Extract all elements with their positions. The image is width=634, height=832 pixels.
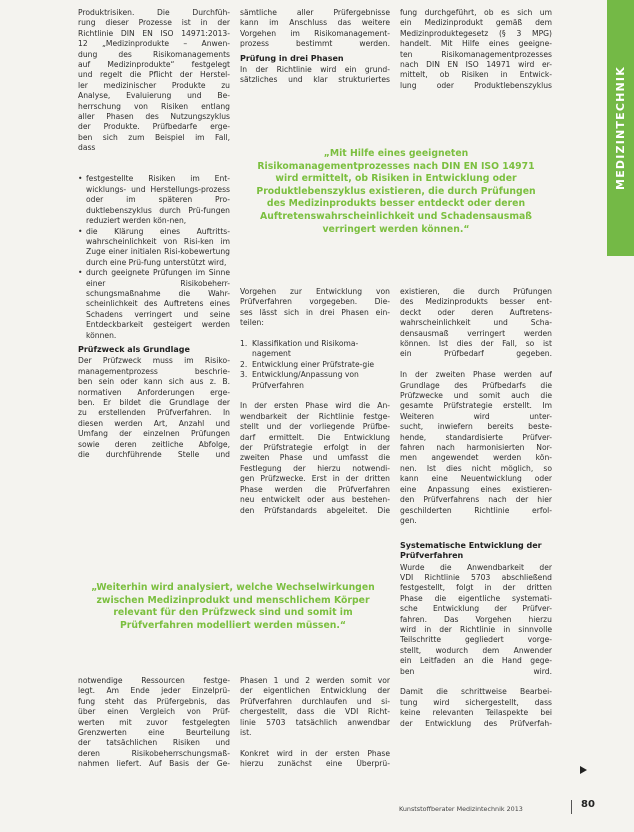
text-line: In der ersten Phase wird die An- bbox=[240, 401, 390, 411]
text-line: tung wird sichergestellt, dass bbox=[400, 697, 552, 707]
text-line: können. Ist dies der Fall, so ist bbox=[400, 339, 552, 349]
text-line: Prüfverfahren durchlaufen und si- bbox=[240, 696, 390, 706]
text-line: nen. Ist dies nicht möglich, so bbox=[400, 463, 552, 473]
text-line: zweiten Phase und umfasst die bbox=[240, 453, 390, 463]
text-line: nach DIN EN ISO 14971 wird er- bbox=[400, 60, 552, 70]
text-line: der Produkte. Prüfbedarfe erge- bbox=[78, 122, 230, 132]
section-label: MEDIZINTECHNIK bbox=[613, 66, 627, 190]
phase-list bbox=[240, 339, 390, 391]
text-line: ben wird. bbox=[400, 666, 552, 676]
text-line: Damit die schrittweise Bearbei- bbox=[400, 687, 552, 697]
text-line: legt. Am Ende jeder Einzelprü- bbox=[78, 686, 230, 696]
text-line: herrschung von Risiken entlang bbox=[78, 101, 230, 111]
column-2-mid-intro bbox=[240, 287, 390, 329]
text-line: Phase die eigentliche systemati- bbox=[400, 593, 552, 603]
text-line: Grenzwerten eine Beurteilung bbox=[78, 728, 230, 738]
phase-number: 3. bbox=[240, 370, 248, 380]
text-line: teilen: bbox=[240, 318, 264, 328]
text-line: ten Risikomanagementprozesses bbox=[400, 49, 552, 59]
text-line: fung steht das Prüfergebnis, das bbox=[78, 696, 230, 706]
phase-number: 1. bbox=[240, 339, 248, 349]
column-1-top bbox=[78, 8, 230, 460]
phase-number: 2. bbox=[240, 359, 248, 369]
text-line: densausmaß verringert werden bbox=[400, 328, 552, 338]
text-line: über einen Vergleich von Prüf- bbox=[78, 707, 230, 717]
text-line: stellt und der vorliegende Prüfbe- bbox=[240, 422, 390, 432]
text-line: mittelt, ob Risiken in Entwick- bbox=[400, 70, 552, 80]
text-line: kann eine Neuentwicklung oder bbox=[400, 474, 552, 484]
footer-publication: Kunststoffberater Medizintechnik 2013 bbox=[399, 805, 523, 813]
column-3-mid bbox=[400, 287, 552, 729]
text-line: hende, standardisierte Prüfver- bbox=[400, 432, 552, 442]
heading-systematische-entwicklung: Systematische Entwicklung der Prüfverfahren bbox=[400, 540, 542, 561]
text-line: Vorgehen im Risikomanagement- bbox=[240, 28, 390, 38]
text-line: handelt. Mit Hilfe eines geeigne- bbox=[400, 39, 552, 49]
text-line: Phasen 1 und 2 werden somit vor bbox=[240, 676, 390, 685]
text-line: und regelt die Pflicht der Herstel- bbox=[78, 70, 230, 80]
text-line bbox=[240, 738, 390, 748]
column-2-intro-lines bbox=[240, 8, 390, 50]
text-line: dass bbox=[78, 143, 96, 153]
text-line: chergestellt, dass die VDI Richt- bbox=[240, 707, 390, 717]
text-line: nahmen liefert. Auf Basis der Ge- bbox=[78, 759, 230, 769]
text-line: fahren. Das Vorgehen hierzu bbox=[400, 614, 552, 624]
column-3-bottom bbox=[400, 687, 552, 729]
continue-arrow-icon bbox=[580, 766, 587, 774]
text-line: Prüfverfahren vorgegeben. Die- bbox=[240, 297, 390, 307]
text-line: wahrscheinlichkeit und Scha- bbox=[400, 318, 552, 328]
text-line: In der Richtlinie wird ein grund- bbox=[240, 65, 390, 75]
text-line: ein Medizinprodukt gemäß dem bbox=[400, 18, 552, 28]
text-line: Umfang der einzelnen Prüfungen bbox=[78, 429, 230, 439]
text-line: keine relevanten Teilaspekte bei bbox=[400, 708, 552, 718]
text-line: Festlegung der hierzu notwendi- bbox=[240, 463, 390, 473]
text-line: ben. Er bildet die Grundlage der bbox=[78, 398, 230, 407]
text-line: fung durchgeführt, ob es sich um bbox=[400, 8, 552, 17]
text-line: diesen werden Art, Anzahl und bbox=[78, 418, 230, 428]
text-line: ben sich zum Beispiel im Fall, bbox=[78, 132, 230, 142]
text-line: wird in der Richtlinie in sinnvolle bbox=[400, 624, 552, 634]
text-line: normativen Anforderungen erge- bbox=[78, 387, 230, 397]
text-line: kann im Anschluss das weitere bbox=[240, 18, 390, 28]
footer-divider bbox=[571, 800, 572, 814]
text-line: gen Prüfzwecke. Erst in der dritten bbox=[240, 474, 390, 484]
column-1-bottom bbox=[78, 676, 230, 770]
column-3-top bbox=[400, 8, 552, 91]
text-line: Produktrisiken. Die Durchfüh- bbox=[78, 8, 230, 17]
text-line: darf ermittelt. Die Entwicklung bbox=[240, 432, 390, 442]
text-line: den Prüfverfahrens nach der hier bbox=[400, 495, 552, 505]
bullet-item: • festgestellte Risiken im Ent-​wicklungs-​ und Herstellungs-​prozess oder im späteren Pro-​duktlebenszyklus durch Prü-​fungen reduziert werden kön-​nen, bbox=[78, 174, 230, 226]
text-line: lung oder Produktlebenszyklus bbox=[400, 80, 552, 90]
text-line: Richtlinie DIN EN ISO 14971:2013- bbox=[78, 28, 230, 38]
section-sidebar-tab bbox=[607, 0, 634, 256]
column-1-intro-lines bbox=[78, 8, 230, 154]
bullet-item: • die Klärung eines Auftritts-​wahrscheinlichkeit von Risi-​ken im Zuge einer initialen Risi-​kobewertung durch eine Prü-​fung unterstützt wird, bbox=[78, 227, 230, 269]
text-line: sämtliche aller Prüfergebnisse bbox=[240, 8, 390, 17]
bullet-item: • durch geeignete Prüfungen im Sinne einer Risikobeherr-​schungsmaßnahme die Wahr-​scheinlichkeit des Auftretens eines Schadens verringert und seine Entdeckbarkeit gesteigert werden können. bbox=[78, 268, 230, 341]
column-1-body bbox=[78, 356, 230, 460]
text-line: Analyse, Evaluierung und Be- bbox=[78, 91, 230, 101]
pull-quote-1: „Mit Hilfe eines geeigneten Risikomanagementprozesses nach DIN EN ISO 14971 wird ermittelt, ob Risiken in Entwicklung oder Produktlebenszyklus existieren, die durch Prüfungen des Medizinprodukts besser entdeckt oder deren Auftretenswahrscheinlichkeit und Schadensausmaß verringert werden können.“ bbox=[256, 148, 536, 235]
text-line: den Prüfstandards abgeleitet. Die bbox=[240, 505, 390, 515]
column-2-bottom-lines bbox=[240, 676, 390, 770]
text-line: sche Entwicklung der Prüfver- bbox=[400, 604, 552, 614]
column-2-mid-body bbox=[240, 401, 390, 515]
phase-text: Klassifikation und Risikoma-​nagement bbox=[252, 339, 359, 359]
phase-list-item bbox=[240, 370, 390, 391]
text-line: des Medizinprodukts besser ent- bbox=[400, 297, 552, 307]
text-line: werten mit zuvor festgelegten bbox=[78, 717, 230, 727]
text-line: gen. bbox=[400, 515, 417, 525]
text-line: eine Anpassung eines existieren- bbox=[400, 484, 552, 494]
text-line: neu entwickelt oder aus bestehen- bbox=[240, 495, 390, 505]
text-line: ein Leitfaden an die Hand gege- bbox=[400, 656, 552, 666]
text-line: stellt, wodurch dem Anwender bbox=[400, 645, 552, 655]
text-line: Konkret wird in der ersten Phase bbox=[240, 748, 390, 758]
text-line: ben sein oder kann sich aus z. B. bbox=[78, 377, 230, 387]
text-line: Medizinproduktegesetz (§ 3 MPG) bbox=[400, 28, 552, 38]
text-line: men angewendet werden kön- bbox=[400, 453, 552, 463]
text-line: aller Phasen des Nutzungszyklus bbox=[78, 112, 230, 122]
text-line: VDI Richtlinie 5703 abschließend bbox=[400, 572, 552, 582]
text-line: linie 5703 tatsächlich anwendbar bbox=[240, 717, 390, 727]
text-line: Weiteren wird unter- bbox=[400, 411, 552, 421]
text-line: Prüfzwecke und somit auch die bbox=[400, 391, 552, 401]
text-line: sowie deren zeitliche Abfolge, bbox=[78, 439, 230, 449]
text-line: ist. bbox=[240, 728, 252, 738]
column-3-intro-lines bbox=[400, 8, 552, 91]
column-3-heading-body bbox=[400, 563, 552, 677]
text-line: Vorgehen zur Entwicklung von bbox=[240, 287, 390, 296]
text-line: dung des Risikomanagements bbox=[78, 49, 230, 59]
text-line: ein Prüfbedarf gegeben. bbox=[400, 349, 552, 359]
text-line: der Entwicklung des Prüfverfah- bbox=[400, 718, 552, 728]
text-line: ler medizinischer Produkte zu bbox=[78, 80, 230, 90]
phase-text: Entwicklung/Anpassung von Prüfverfahren bbox=[252, 370, 359, 390]
phase-list-item bbox=[240, 360, 390, 370]
text-line: prozess bestimmt werden. bbox=[240, 39, 390, 49]
column-3-mid-paragraph-2 bbox=[400, 370, 552, 526]
text-line: der eigentlichen Entwicklung der bbox=[240, 686, 390, 696]
text-line: existieren, die durch Prüfungen bbox=[400, 287, 552, 296]
text-line: rung dieser Prozesse ist in der bbox=[78, 18, 230, 28]
text-line: zu erstellenden Prüfverfahren. In bbox=[78, 408, 230, 418]
column-3-mid-paragraph-1 bbox=[400, 287, 552, 360]
text-line: gesamte Prüfstrategie erstellt. Im bbox=[400, 401, 552, 411]
text-line: geschilderten Richtlinie erfol- bbox=[400, 505, 552, 515]
text-line: notwendige Ressourcen festge- bbox=[78, 676, 230, 685]
column-2-top bbox=[240, 8, 390, 86]
text-line: der Prüfstrategie erfolgt in der bbox=[240, 443, 390, 453]
text-line: deckt oder deren Auftretens- bbox=[400, 307, 552, 317]
column-2-heading-body bbox=[240, 65, 390, 86]
text-line: Wurde die Anwendbarkeit der bbox=[400, 562, 552, 572]
text-line: Phase werden die Prüfverfahren bbox=[240, 484, 390, 494]
text-line: Teilschritte gegliedert vorge- bbox=[400, 635, 552, 645]
column-1-bullet-list bbox=[78, 174, 230, 341]
text-line: 12 „Medizinprodukte – Anwen- bbox=[78, 39, 230, 49]
text-line: managementprozess beschrie- bbox=[78, 366, 230, 376]
heading-pruefung-drei-phasen: Prüfung in drei Phasen bbox=[240, 53, 344, 63]
phase-list-item bbox=[240, 339, 390, 360]
text-line: festgestellt, folgt in der dritten bbox=[400, 583, 552, 593]
text-line: ses lässt sich in drei Phasen ein- bbox=[240, 307, 390, 317]
text-line: sätzliches und klar strukturiertes bbox=[240, 75, 390, 85]
heading-pruefzweck: Prüfzweck als Grundlage bbox=[78, 344, 190, 354]
text-line: hierzu zunächst eine Überprü- bbox=[240, 759, 390, 769]
page-number: 80 bbox=[581, 799, 595, 810]
text-line: sucht, inwiefern bereits beste- bbox=[400, 422, 552, 432]
phase-text: Entwicklung einer Prüfstrate-​gie bbox=[252, 359, 375, 369]
text-line: Der Prüfzweck muss im Risiko- bbox=[78, 356, 230, 366]
pull-quote-2: „Weiterhin wird analysiert, welche Wechselwirkungen zwischen Medizinprodukt und menschlichem Körper relevant für den Prüfzweck sind und somit im Prüfverfahren modelliert werden müssen.“ bbox=[91, 582, 375, 631]
text-line: die durchführende Stelle und bbox=[78, 450, 230, 460]
text-line: fahren nach harmonisierten Nor- bbox=[400, 443, 552, 453]
text-line: In der zweiten Phase werden auf bbox=[400, 370, 552, 380]
text-line: wendbarkeit der Richtlinie festge- bbox=[240, 411, 390, 421]
column-2-bottom bbox=[240, 676, 390, 770]
text-line: Grundlage des Prüfbedarfs die bbox=[400, 380, 552, 390]
column-2-mid bbox=[240, 287, 390, 516]
text-line: auf Medizinprodukte“ festgelegt bbox=[78, 60, 230, 70]
text-line: der tatsächlichen Risiken und bbox=[78, 738, 230, 748]
text-line: deren Risikobeherrschungsmaß- bbox=[78, 748, 230, 758]
column-1-bottom-lines bbox=[78, 676, 230, 770]
